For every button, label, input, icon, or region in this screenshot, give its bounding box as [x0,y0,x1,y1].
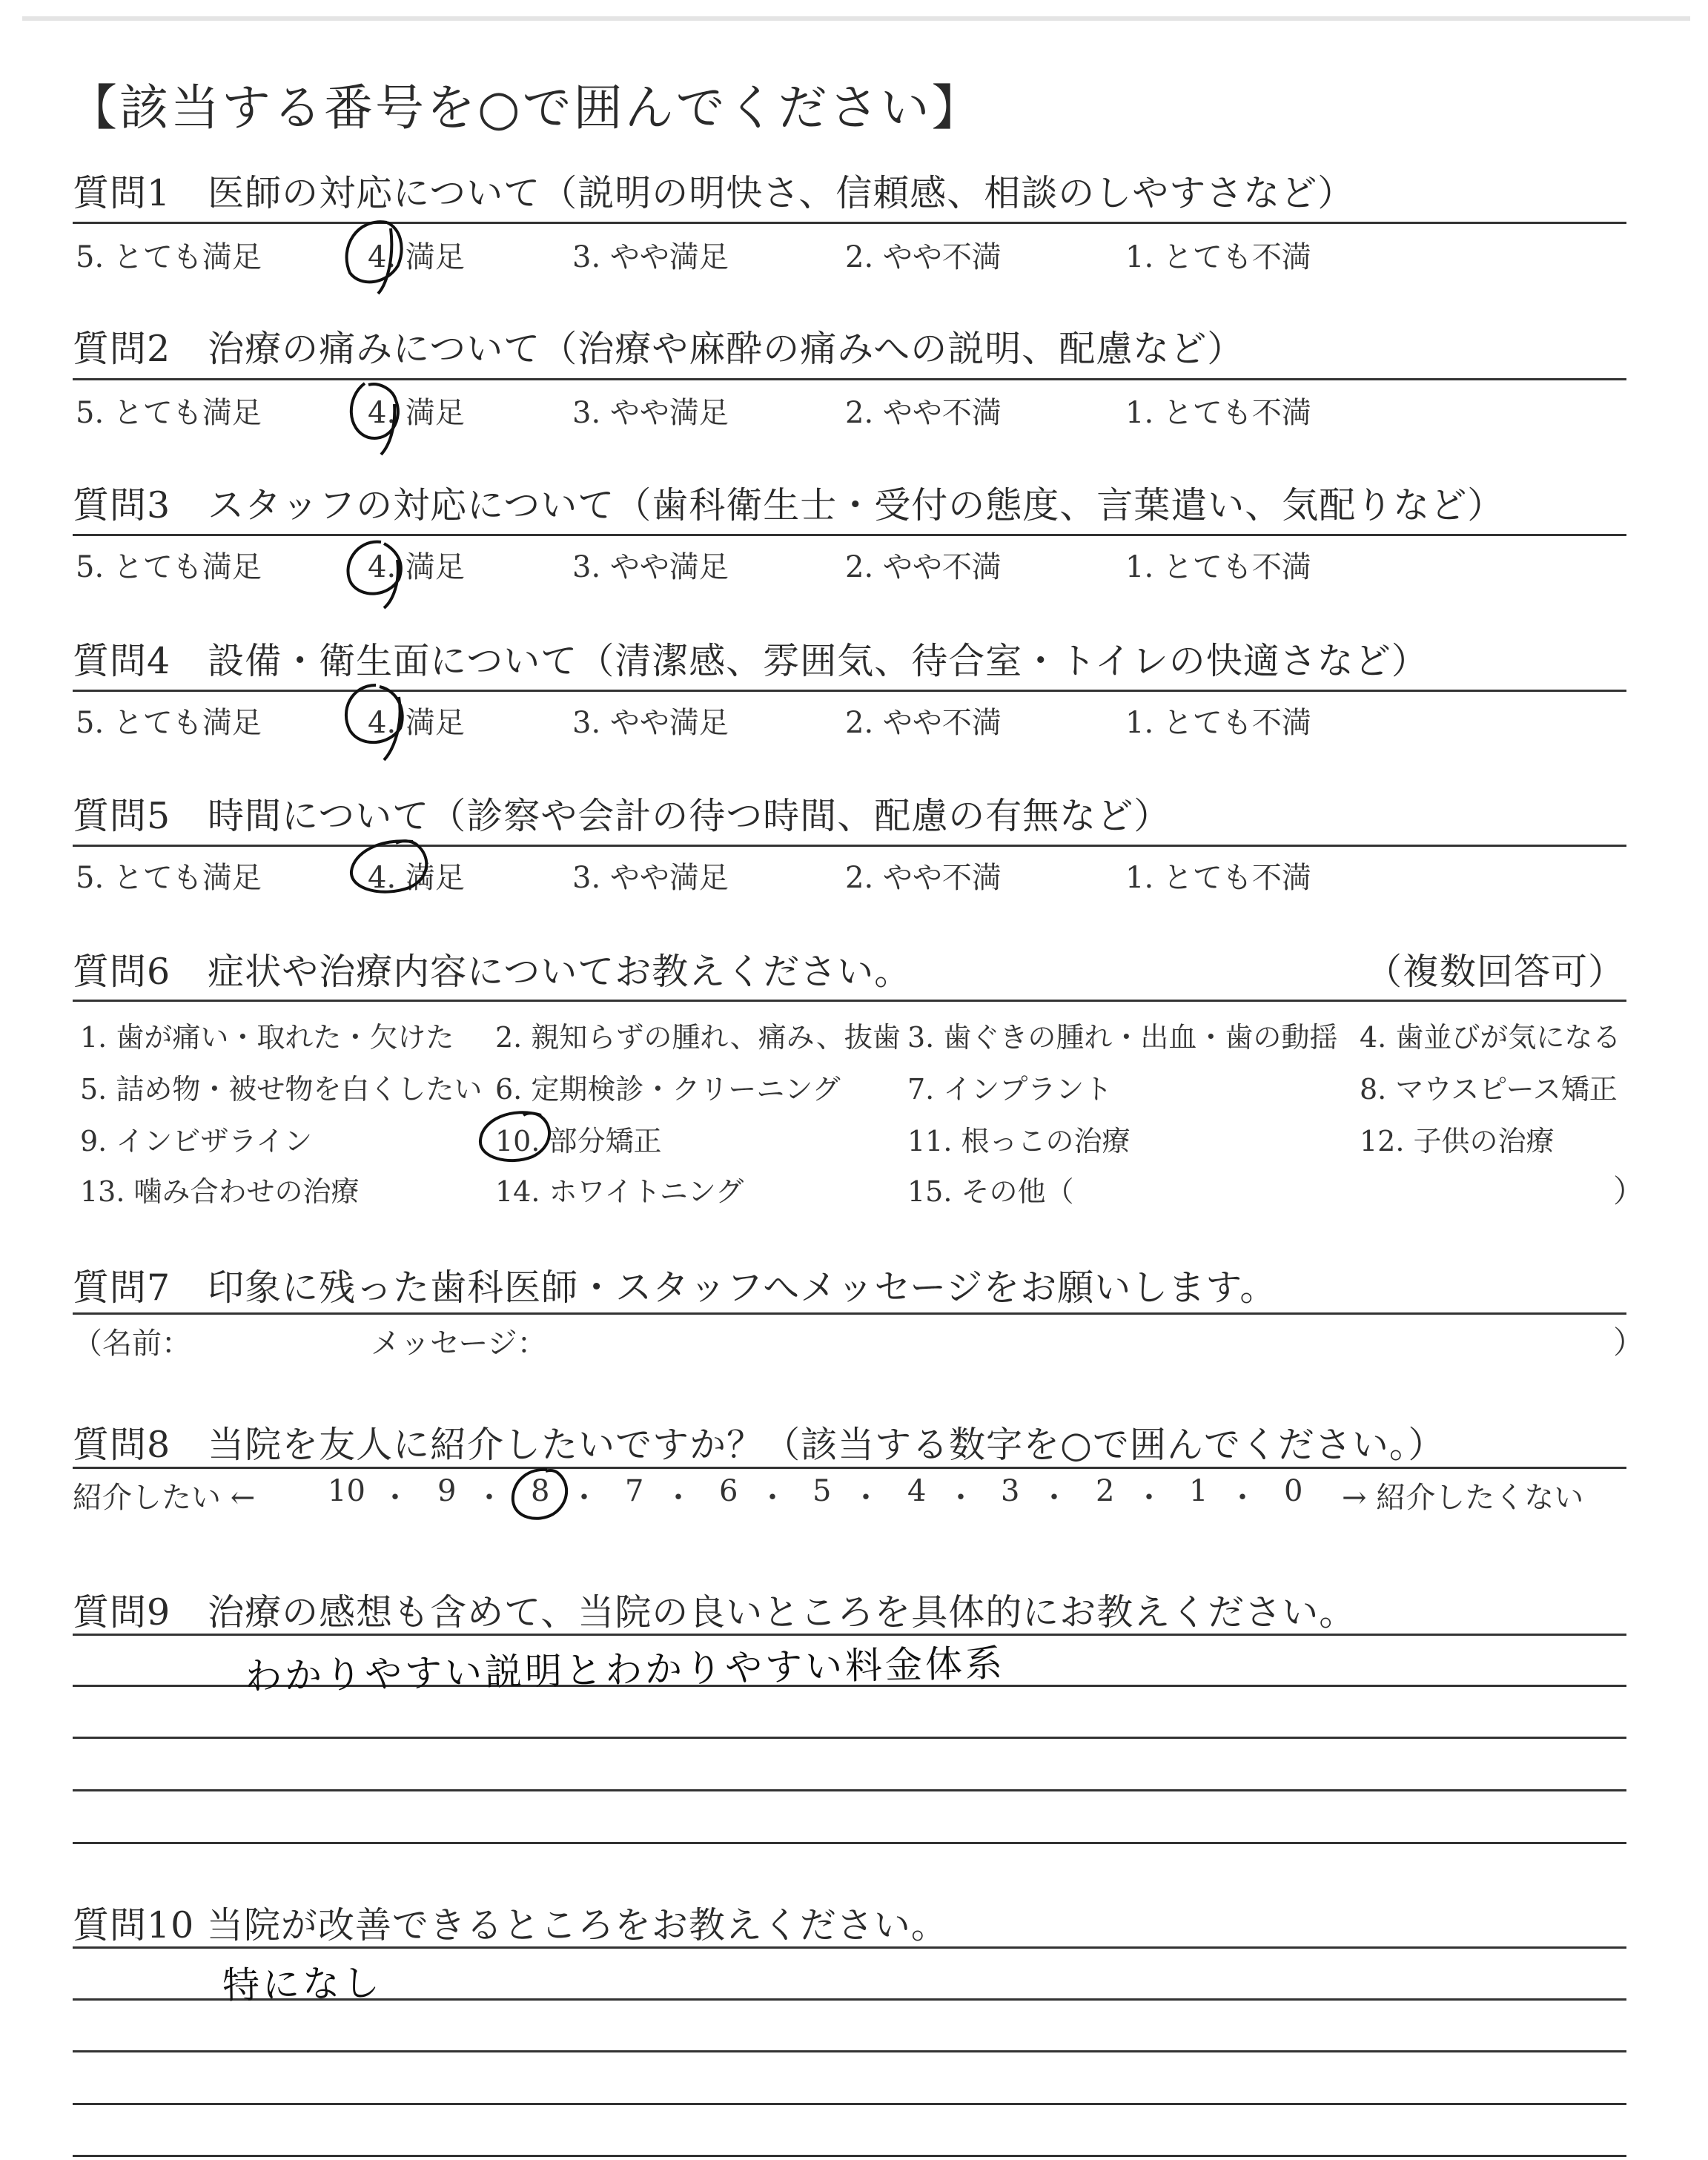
question-6-rule [73,1000,1626,1002]
q1-option-1[interactable]: 1. とても不満 [1125,240,1311,274]
question-7-title: 質問7 印象に残った歯科医師・スタッフへメッセージをお願いします。 [73,1266,1277,1309]
q8-score-0[interactable]: 0 [1284,1474,1303,1508]
question-10-rule-1 [73,1946,1626,1949]
q8-dot: ・ [946,1481,976,1515]
q6-option-3[interactable]: 3. 歯ぐきの腫れ・出血・歯の動揺 [907,1021,1338,1054]
question-7-rule [73,1312,1626,1315]
q2-option-2[interactable]: 2. やや不満 [845,396,1002,430]
q3-option-4[interactable]: 4. 満足 [368,550,465,584]
q4-option-4[interactable]: 4. 満足 [368,706,465,740]
q8-score-1[interactable]: 1 [1189,1474,1208,1508]
q5-selection-circle [342,834,446,901]
question-10-rule-5 [73,2155,1626,2157]
question-3-rule [73,534,1626,536]
q6-option-10[interactable]: 10. 部分矯正 [495,1125,662,1157]
q8-score-9[interactable]: 9 [437,1474,457,1508]
scan-top-edge [22,16,1690,21]
q8-score-4[interactable]: 4 [907,1474,927,1508]
question-9-rule-4 [73,1789,1626,1791]
q6-option-15[interactable]: 15. その他（ [907,1175,1074,1208]
q3-option-1[interactable]: 1. とても不満 [1125,550,1311,584]
q7-message-label: メッセージ： [371,1327,547,1361]
q4-selection-circle [335,675,417,764]
q8-score-10[interactable]: 10 [328,1474,365,1508]
q2-option-3[interactable]: 3. やや満足 [572,396,729,430]
q1-option-3[interactable]: 3. やや満足 [572,240,729,274]
q8-score-7[interactable]: 7 [625,1474,644,1508]
q8-dot: ・ [1228,1481,1257,1515]
question-5-rule [73,845,1626,847]
q5-option-5[interactable]: 5. とても満足 [76,861,262,895]
q5-option-3[interactable]: 3. やや満足 [572,861,729,895]
q2-option-1[interactable]: 1. とても不満 [1125,396,1311,430]
question-9-rule-5 [73,1842,1626,1844]
q6-option-9[interactable]: 9. インビザライン [80,1125,313,1157]
question-3-title: 質問3 スタッフの対応について（歯科衛生士・受付の態度、言葉遣い、気配りなど） [73,484,1505,526]
q8-dot: ・ [1134,1481,1164,1515]
question-9-rule-1 [73,1634,1626,1636]
q6-option-5[interactable]: 5. 詰め物・被せ物を白くしたい [80,1073,483,1106]
q6-selection-circle [474,1105,563,1172]
q6-option-14[interactable]: 14. ホワイトニング [495,1175,744,1208]
q3-option-5[interactable]: 5. とても満足 [76,550,262,584]
q6-other-close-paren: ） [1613,1173,1645,1209]
q8-dot: ・ [380,1481,410,1515]
question-10-rule-4 [73,2103,1626,2105]
question-1-rule [73,222,1626,224]
question-6-note: （複数回答可） [1366,951,1626,993]
q8-score-6[interactable]: 6 [719,1474,738,1508]
q3-selection-circle [335,530,417,612]
q2-option-4[interactable]: 4. 満足 [368,396,465,430]
page-title: 【該当する番号を○で囲んでください】 [68,79,983,136]
q6-option-8[interactable]: 8. マウスピース矯正 [1360,1073,1618,1106]
question-4-title: 質問4 設備・衛生面について（清潔感、雰囲気、待合室・トイレの快適さなど） [73,640,1429,682]
question-10-title: 質問10 当院が改善できるところをお教えください。 [73,1904,948,1946]
q5-option-2[interactable]: 2. やや不満 [845,861,1002,895]
q6-option-6[interactable]: 6. 定期検診・クリーニング [495,1073,841,1106]
q2-selection-circle [335,374,417,456]
q10-handwritten-answer: 特になし [222,1961,383,2007]
q8-score-8[interactable]: 8 [531,1474,550,1508]
question-9-rule-3 [73,1737,1626,1739]
q8-right-label: → 紹介したくない [1342,1481,1584,1515]
q1-selection-circle [335,214,417,295]
q8-dot: ・ [663,1481,693,1515]
q4-option-3[interactable]: 3. やや満足 [572,706,729,740]
question-1-title: 質問1 医師の対応について（説明の明快さ、信頼感、相談のしやすさなど） [73,172,1355,214]
q2-option-5[interactable]: 5. とても満足 [76,396,262,430]
q8-dot: ・ [758,1481,787,1515]
q8-score-5[interactable]: 5 [812,1474,832,1508]
question-10-rule-3 [73,2050,1626,2052]
q7-close-paren: ） [1613,1324,1645,1361]
q1-option-5[interactable]: 5. とても満足 [76,240,262,274]
q8-dot: ・ [569,1481,599,1515]
q9-handwritten-answer: わかりやすい説明とわかりやすい料金体系 [244,1642,1006,1698]
question-8-rule [73,1467,1626,1469]
question-6-title: 質問6 症状や治療内容についてお教えください。 [73,951,912,993]
q6-option-2[interactable]: 2. 親知らずの腫れ、痛み、抜歯 [495,1021,901,1054]
q6-option-4[interactable]: 4. 歯並びが気になる [1360,1021,1621,1054]
q4-option-5[interactable]: 5. とても満足 [76,706,262,740]
q3-option-2[interactable]: 2. やや不満 [845,550,1002,584]
q6-option-7[interactable]: 7. インプラント [907,1073,1113,1106]
q8-dot: ・ [1039,1481,1069,1515]
q6-option-1[interactable]: 1. 歯が痛い・取れた・欠けた [80,1021,454,1054]
question-8-title: 質問8 当院を友人に紹介したいですか？（該当する数字を○で囲んでください。） [73,1424,1446,1466]
question-9-title: 質問9 治療の感想も含めて、当院の良いところを具体的にお教えください。 [73,1591,1357,1634]
q6-option-13[interactable]: 13. 噛み合わせの治療 [80,1175,360,1208]
q5-option-1[interactable]: 1. とても不満 [1125,861,1311,895]
question-2-title: 質問2 治療の痛みについて（治療や麻酔の痛みへの説明、配慮など） [73,328,1245,370]
question-4-rule [73,690,1626,692]
q6-option-12[interactable]: 12. 子供の治療 [1360,1125,1555,1157]
q4-option-1[interactable]: 1. とても不満 [1125,706,1311,740]
q8-dot: ・ [851,1481,881,1515]
q8-score-3[interactable]: 3 [1001,1474,1020,1508]
q8-left-label: 紹介したい ← [73,1481,256,1515]
q8-selection-circle [504,1462,578,1529]
q8-dot: ・ [474,1481,504,1515]
question-2-rule [73,378,1626,380]
q3-option-3[interactable]: 3. やや満足 [572,550,729,584]
q1-option-4[interactable]: 4. 満足 [368,240,465,274]
question-5-title: 質問5 時間について（診察や会計の待つ時間、配慮の有無など） [73,795,1171,837]
q6-option-11[interactable]: 11. 根っこの治療 [907,1125,1131,1157]
q8-score-2[interactable]: 2 [1096,1474,1115,1508]
q5-option-4[interactable]: 4. 満足 [368,861,465,895]
q1-option-2[interactable]: 2. やや不満 [845,240,1002,274]
q7-name-label: （名前： [73,1327,191,1361]
q4-option-2[interactable]: 2. やや不満 [845,706,1002,740]
